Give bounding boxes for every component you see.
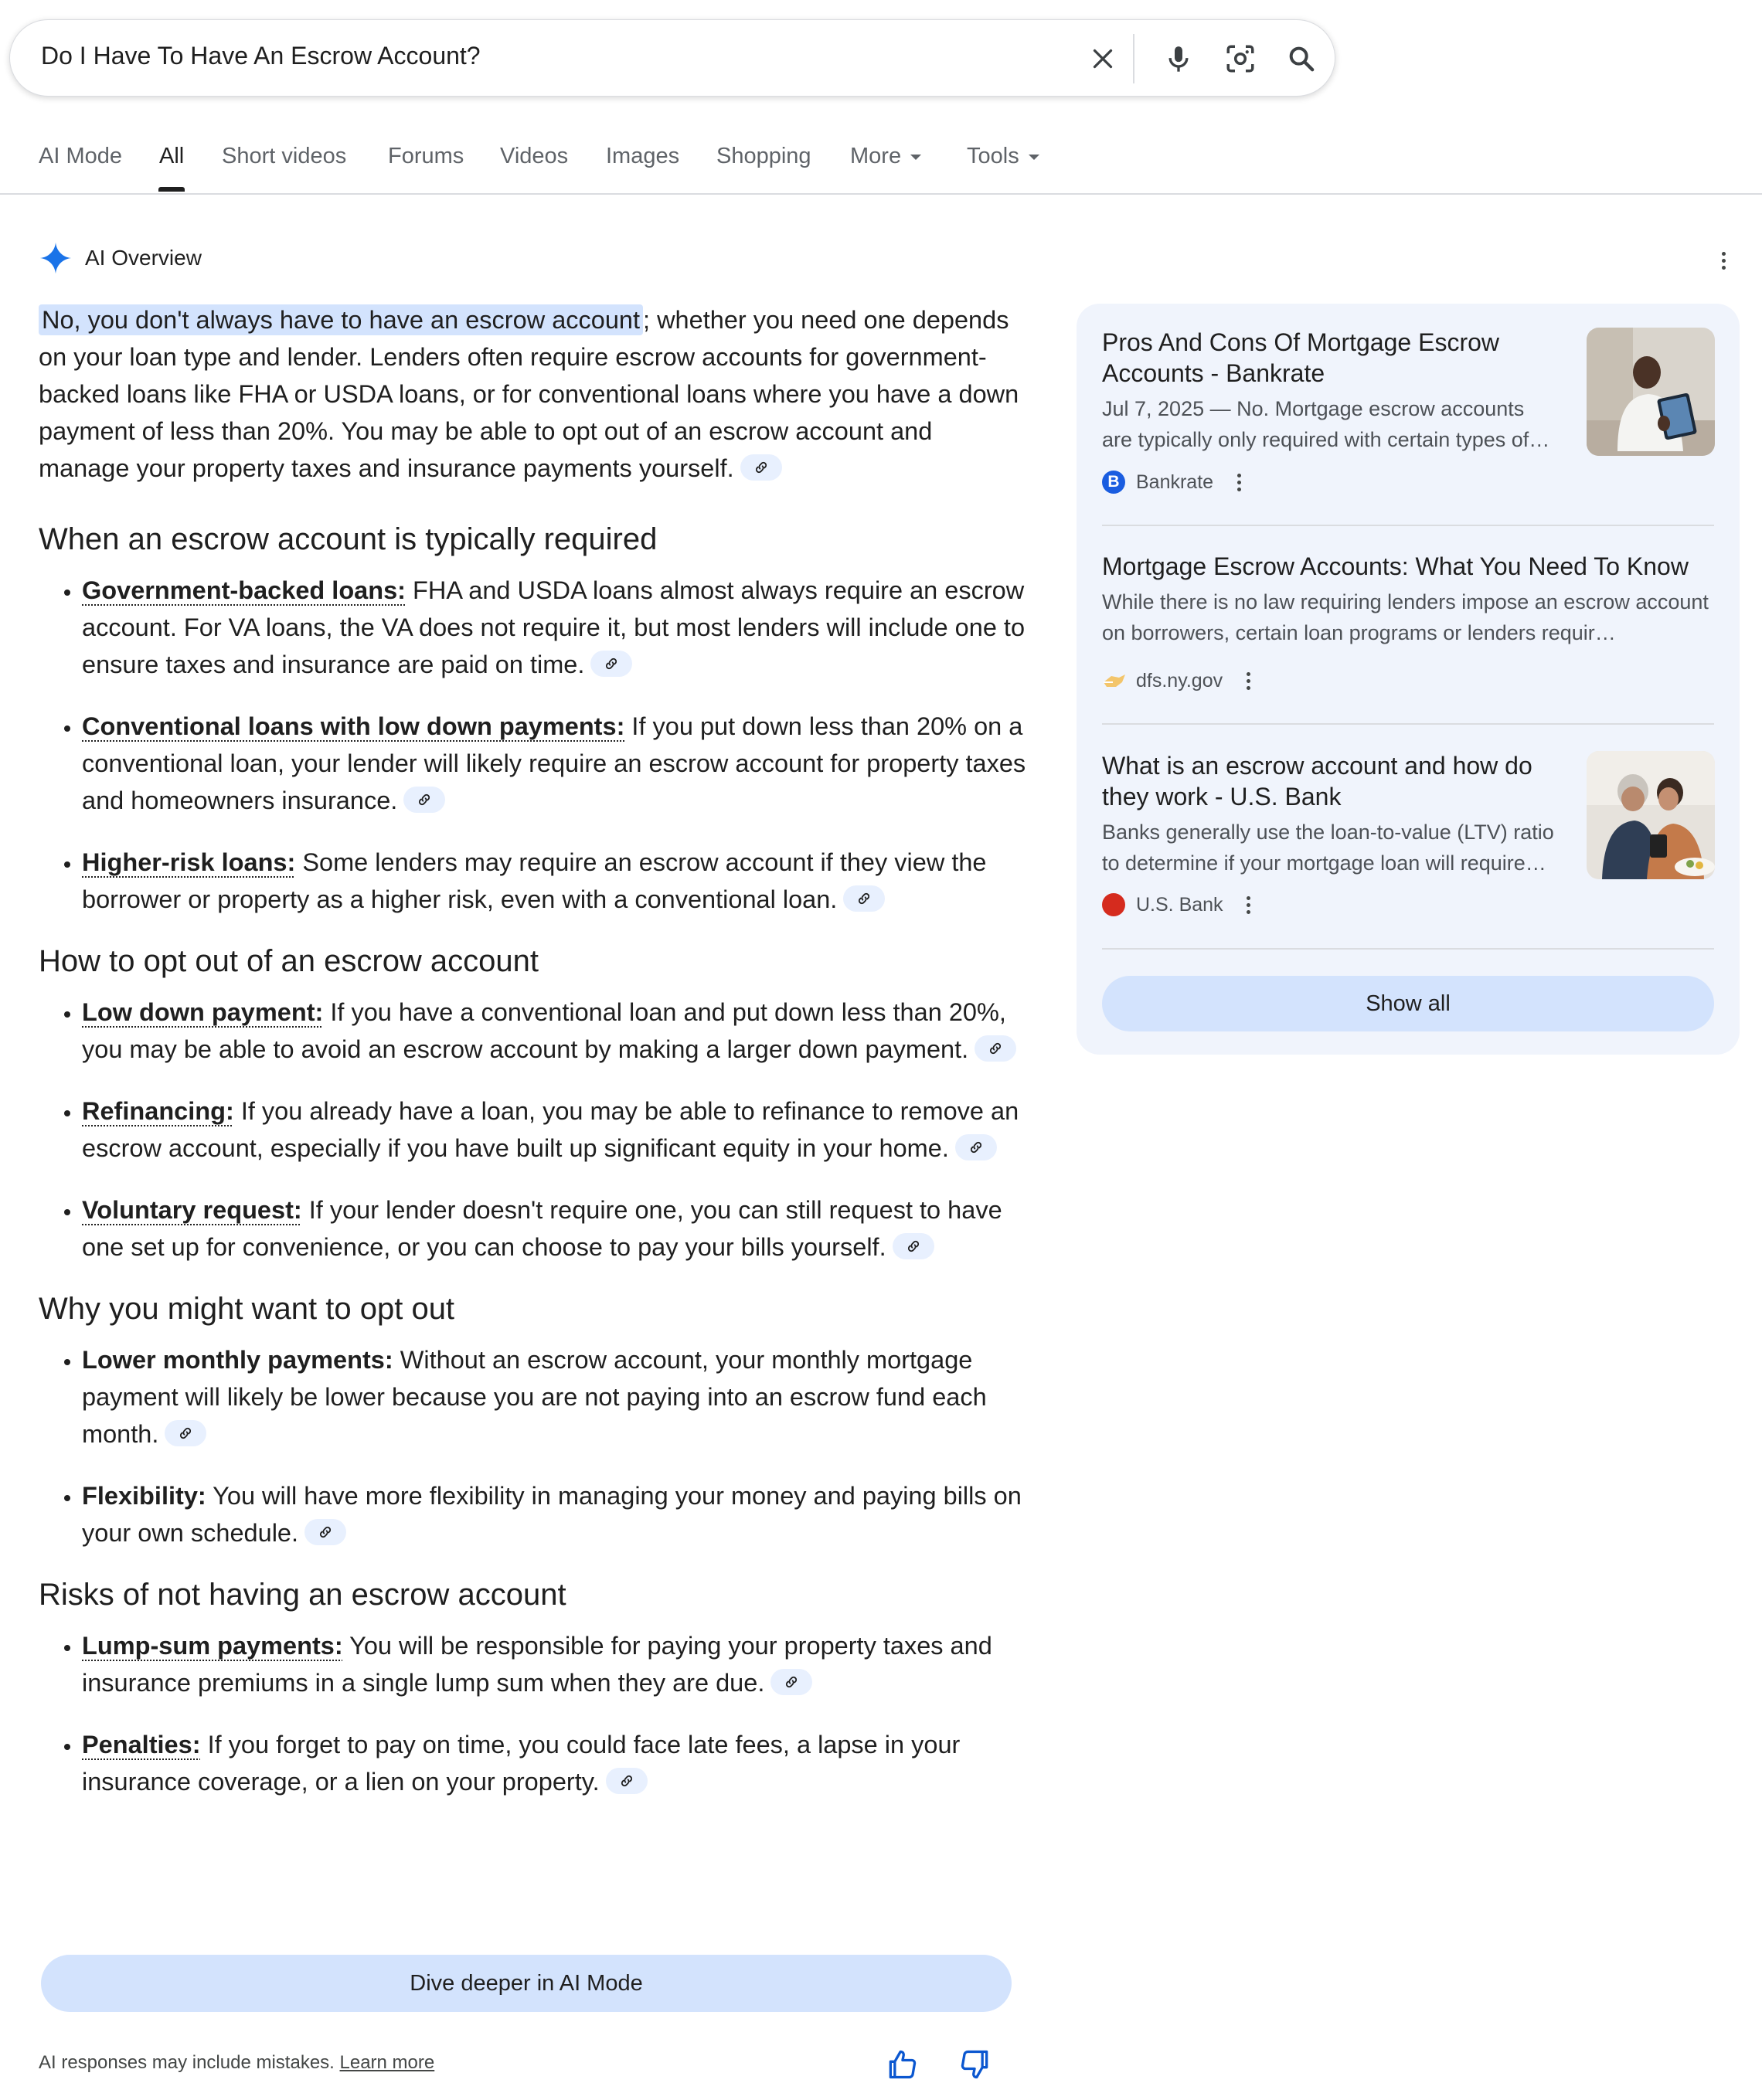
section-list [39, 572, 1029, 918]
citation-chip[interactable] [165, 1420, 206, 1446]
chevron-down-icon [1029, 155, 1039, 160]
thumbs-up-icon[interactable] [885, 2047, 919, 2081]
source-site-name: Bankrate [1136, 471, 1214, 493]
item-text: If you already have a loan, you may be able to refinance to remove an escrow account, especially if you have built up significant equity in your home. [82, 1097, 1019, 1162]
gemini-sparkle-icon [39, 241, 73, 275]
link-icon [906, 1239, 921, 1254]
source-title[interactable]: What is an escrow account and how do they work - U.S. Bank [1102, 752, 1532, 810]
link-icon [619, 1773, 634, 1789]
source-site-name: dfs.ny.gov [1136, 669, 1223, 692]
item-text: Some lenders may require an escrow account if they view the borrower or property as a higher risk, even with a conventional loan. [82, 848, 987, 913]
citation-chip[interactable] [304, 1519, 346, 1545]
active-tab-indicator [158, 187, 185, 192]
link-icon [318, 1524, 333, 1540]
sources-panel [1077, 304, 1740, 1055]
term-link[interactable]: Lump-sum payments: [82, 1632, 343, 1660]
source-site-name: U.S. Bank [1136, 893, 1223, 916]
ai-overview-content [39, 301, 1029, 1825]
citation-chip[interactable] [843, 885, 885, 912]
clear-button[interactable] [1083, 39, 1123, 79]
lens-search-button[interactable] [1220, 39, 1260, 79]
dive-deeper-label: Dive deeper in AI Mode [410, 1970, 643, 1996]
intro-highlight: No, you don't always have to have an escrow account [39, 304, 643, 335]
source-thumbnail[interactable] [1587, 751, 1715, 879]
couple-at-table-photo [1587, 751, 1715, 879]
bankrate-logo: B [1102, 471, 1125, 494]
tab-tools[interactable] [967, 144, 1039, 169]
source-site[interactable] [1102, 893, 1260, 916]
learn-more-link[interactable]: Learn more [339, 2052, 435, 2073]
term-link[interactable]: Voluntary request: [82, 1196, 302, 1224]
list-item [82, 1477, 1029, 1551]
citation-chip[interactable] [975, 1035, 1016, 1062]
show-all-label: Show all [1366, 991, 1451, 1016]
item-text: Without an escrow account, your monthly mortgage payment will likely be lower because you are not paying into an escrow fund each month. [82, 1346, 987, 1448]
source-snippet: Banks generally use the loan-to-value (LTV) ratio to determine if your mortgage loan will require… [1102, 821, 1554, 875]
tab-short-videos[interactable]: Short videos [222, 144, 347, 168]
divider [1102, 723, 1714, 725]
list-item [82, 572, 1029, 683]
man-with-tablet-photo [1587, 328, 1715, 456]
disclaimer-text: AI responses may include mistakes. [39, 2052, 335, 2073]
ai-overview-header [39, 241, 202, 275]
list-item [82, 1341, 1029, 1453]
section-list [39, 1627, 1029, 1800]
divider [1102, 948, 1714, 950]
voice-search-button[interactable] [1158, 39, 1199, 79]
divider [1102, 525, 1714, 526]
overview-options-button[interactable] [1712, 249, 1735, 272]
more-vert-icon [1247, 895, 1250, 916]
more-vert-icon [1722, 250, 1726, 271]
citation-chip[interactable] [606, 1768, 648, 1794]
search-icon [1286, 43, 1317, 74]
term-link[interactable]: Refinancing: [82, 1097, 234, 1125]
item-text: If you forget to pay on time, you could face late fees, a lapse in your insurance coverage, or a lien on your property. [82, 1731, 961, 1796]
tab-all[interactable]: All [159, 144, 185, 168]
source-title[interactable]: Pros And Cons Of Mortgage Escrow Accounts - Bankrate [1102, 328, 1499, 387]
link-icon [856, 891, 872, 906]
tab-images[interactable]: Images [606, 144, 680, 168]
source-snippet: While there is no law requiring lenders impose an escrow account on borrowers, certain loan programs or lenders requir… [1102, 590, 1709, 644]
source-options-button[interactable] [1227, 471, 1250, 494]
citation-chip[interactable] [893, 1233, 934, 1259]
tab-videos[interactable]: Videos [500, 144, 569, 168]
nys-logo-icon [1102, 670, 1127, 692]
citation-chip[interactable] [955, 1134, 997, 1160]
term-link[interactable]: Higher-risk loans: [82, 848, 296, 876]
link-icon [784, 1674, 799, 1690]
source-site[interactable] [1102, 669, 1260, 692]
dive-deeper-button[interactable] [41, 1955, 1012, 2012]
tab-shopping[interactable]: Shopping [716, 144, 811, 168]
link-icon [753, 460, 769, 475]
item-text: If your lender doesn't require one, you can still request to have one set up for convenience, or you can choose to pay your bills yourself. [82, 1196, 1002, 1261]
list-item [82, 844, 1029, 918]
term-link[interactable]: Government-backed loans: [82, 576, 406, 604]
section-list [39, 994, 1029, 1266]
tab-more-label: More [850, 144, 902, 168]
source-options-button[interactable] [1237, 893, 1260, 916]
term-link[interactable]: Low down payment: [82, 998, 324, 1026]
term-link[interactable]: Conventional loans with low down payments: [82, 712, 625, 740]
list-item [82, 1092, 1029, 1167]
microphone-icon [1163, 43, 1194, 74]
source-snippet: Jul 7, 2025 — No. Mortgage escrow accounts are typically only required with certain types of… [1102, 397, 1550, 451]
list-item [82, 994, 1029, 1068]
link-icon [417, 792, 432, 807]
citation-chip[interactable] [590, 651, 632, 677]
item-text: FHA and USDA loans almost always require an escrow account. For VA loans, the VA does not require it, but most lenders will include one to ensure taxes and insurance are paid on time. [82, 576, 1026, 678]
chevron-down-icon [910, 155, 921, 160]
source-site[interactable] [1102, 471, 1250, 494]
section-heading: How to opt out of an escrow account [39, 944, 539, 978]
search-button[interactable] [1281, 39, 1322, 79]
intro-text: ; whether you need one depends on your loan type and lender. Lenders often require escrow accounts for government-backed loans like FHA or USDA loans, or for conventional loans where you have a down payment of less than 20%. You may be able to opt out of an escrow account and manage your property taxes and insurance payments yourself. [39, 306, 1019, 482]
link-icon [604, 656, 619, 671]
source-card-dfs[interactable] [1102, 551, 1720, 648]
section-heading: When an escrow account is typically required [39, 522, 658, 556]
close-icon [1089, 45, 1117, 73]
show-all-button[interactable] [1102, 976, 1714, 1031]
list-item [82, 708, 1029, 819]
tab-more[interactable] [850, 144, 921, 169]
camera-lens-icon [1224, 42, 1257, 75]
ai-disclaimer [39, 2052, 434, 2074]
search-tabs [0, 141, 1762, 195]
overview-intro [39, 301, 1029, 487]
item-text: If you put down less than 20% on a conventional loan, your lender will likely require an escrow account for property taxes and homeowners insurance. [82, 712, 1026, 814]
link-icon [988, 1041, 1003, 1056]
tab-forums[interactable]: Forums [388, 144, 464, 168]
search-bar [9, 19, 1335, 97]
link-icon [178, 1425, 193, 1441]
item-text: If you have a conventional loan and put down less than 20%, you may be able to avoid an escrow account by making a larger down payment. [82, 998, 1006, 1063]
list-item [82, 1627, 1029, 1701]
search-divider [1133, 34, 1134, 83]
item-text: You will have more flexibility in managing your money and paying bills on your own schedule. [82, 1482, 1022, 1547]
source-thumbnail[interactable] [1587, 328, 1715, 456]
section-list [39, 1341, 1029, 1551]
section-heading: Why you might want to opt out [39, 1292, 455, 1326]
more-vert-icon [1237, 472, 1241, 493]
usbank-logo [1102, 893, 1125, 916]
citation-chip[interactable] [740, 454, 782, 481]
source-title[interactable]: Mortgage Escrow Accounts: What You Need To Know [1102, 552, 1689, 580]
list-item [82, 1191, 1029, 1266]
ai-overview-title: AI Overview [85, 246, 202, 270]
term-label: Flexibility: [82, 1482, 206, 1510]
source-options-button[interactable] [1236, 669, 1260, 692]
list-item [82, 1726, 1029, 1800]
term-label: Lower monthly payments: [82, 1346, 393, 1374]
citation-chip[interactable] [770, 1669, 812, 1695]
more-vert-icon [1247, 671, 1250, 692]
thumbs-down-icon[interactable] [958, 2047, 992, 2081]
tab-tools-label: Tools [967, 144, 1019, 168]
item-text: You will be responsible for paying your property taxes and insurance premiums in a single lump sum when they are due. [82, 1632, 992, 1697]
link-icon [968, 1140, 984, 1155]
search-input[interactable] [41, 42, 1046, 70]
term-link[interactable]: Penalties: [82, 1731, 201, 1758]
section-heading: Risks of not having an escrow account [39, 1578, 566, 1612]
tab-ai-mode[interactable]: AI Mode [39, 144, 122, 168]
citation-chip[interactable] [403, 787, 445, 813]
